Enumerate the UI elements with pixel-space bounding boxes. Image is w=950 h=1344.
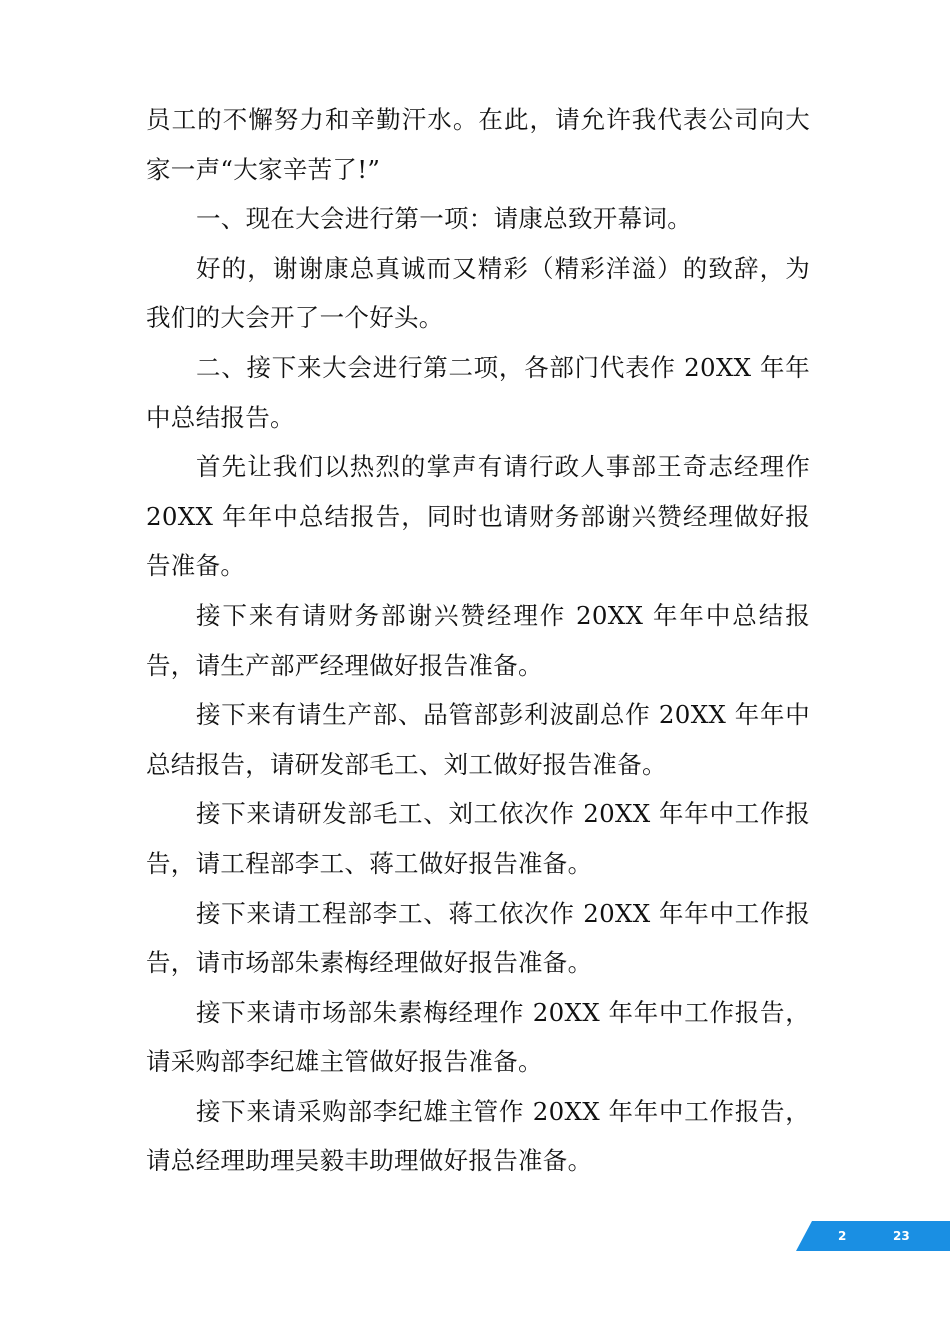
paragraph: 接下来请研发部毛工、刘工依次作 20XX 年年中工作报告，请工程部李工、蒋工做好报告准备。 — [146, 799, 810, 878]
page-tag-shape — [796, 1221, 950, 1251]
paragraph: 首先让我们以热烈的掌声有请行政人事部王奇志经理作 20XX 年年中总结报告，同时也请财务部谢兴赞经理做好报告准备。 — [146, 452, 810, 581]
paragraph: 接下来请工程部李工、蒋工依次作 20XX 年年中工作报告，请市场部朱素梅经理做好报告准备。 — [146, 898, 810, 978]
paragraph: 接下来请采购部李纪雄主管作 20XX 年年中工作报告，请总经理助理吴毅丰助理做好报告准备。 — [146, 1096, 810, 1176]
document-body — [146, 95, 810, 1186]
paragraph: 一、现在大会进行第一项：请康总致开幕词。 — [196, 204, 692, 234]
paragraph: 二、接下来大会进行第二项，各部门代表作 20XX 年年中总结报告。 — [146, 352, 810, 432]
paragraph: 员工的不懈努力和辛勤汗水。在此，请允许我代表公司向大家一声“大家辛苦了!” — [146, 105, 810, 184]
paragraph: 接下来有请生产部、品管部彭利波副总作 20XX 年年中总结报告，请研发部毛工、刘工做好报告准备。 — [146, 700, 810, 779]
page-total: 23 — [893, 1229, 910, 1243]
paragraph: 好的，谢谢康总真诚而又精彩（精彩洋溢）的致辞，为我们的大会开了一个好头。 — [146, 253, 810, 333]
paragraph: 接下来请市场部朱素梅经理作 20XX 年年中工作报告，请采购部李纪雄主管做好报告准备。 — [146, 997, 810, 1077]
paragraph: 接下来有请财务部谢兴赞经理作 20XX 年年中总结报告，请生产部严经理做好报告准备。 — [146, 600, 810, 680]
page-number-tag — [796, 1221, 950, 1251]
page-number: 2 — [838, 1229, 847, 1243]
page-tag-background — [796, 1221, 950, 1251]
